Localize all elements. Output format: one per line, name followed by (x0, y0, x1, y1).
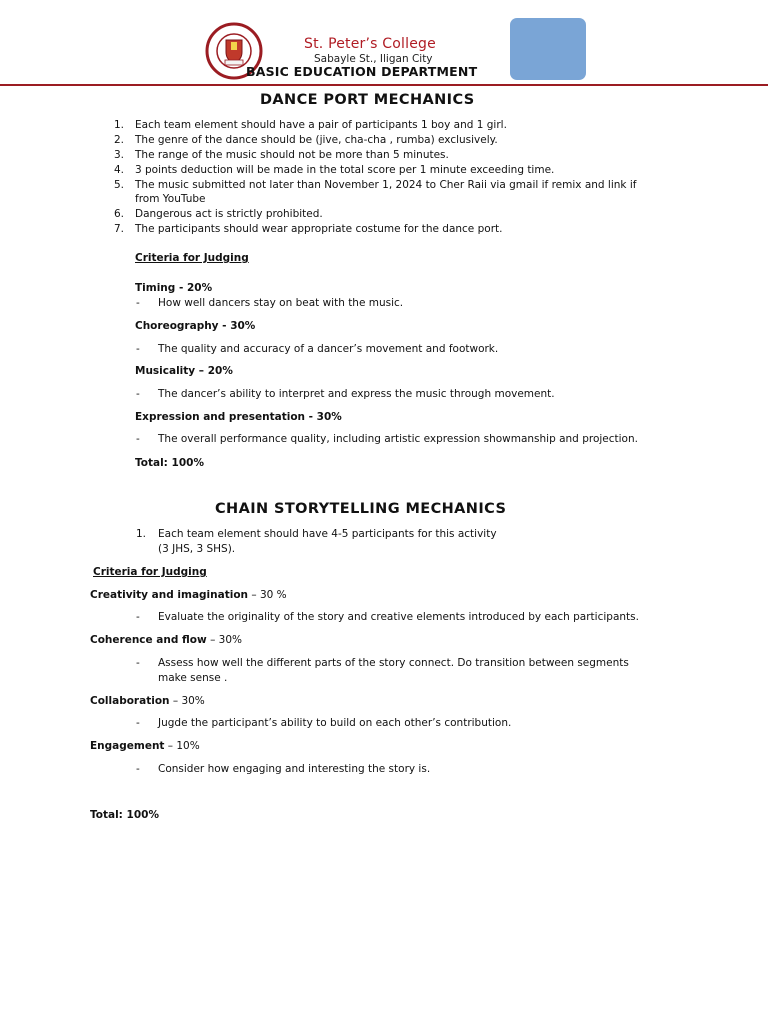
rule-number: 7. (114, 223, 125, 235)
dash-bullet: - (136, 763, 140, 775)
criterion-label: Coherence and flow (90, 634, 207, 646)
dance-title: DANCE PORT MECHANICS (260, 92, 475, 108)
college-name: St. Peter’s College (304, 36, 436, 52)
rule-text: The genre of the dance should be (jive, cha-cha , rumba) exclusively. (135, 134, 498, 146)
rule-text-continued: from YouTube (135, 193, 206, 205)
rule-text: Each team element should have 4-5 participants for this activity (158, 528, 497, 540)
rule-text: Each team element should have a pair of participants 1 boy and 1 girl. (135, 119, 507, 131)
criterion-percent: – 30 % (248, 589, 287, 601)
dash-bullet: - (136, 388, 140, 400)
rule-number: 1. (136, 528, 147, 540)
criterion-label: Collaboration (90, 695, 170, 707)
criterion-desc-continued: make sense . (158, 672, 228, 684)
dance-criteria-heading: Criteria for Judging (135, 252, 249, 264)
rule-text: Dangerous act is strictly prohibited. (135, 208, 323, 220)
chain-total: Total: 100% (90, 809, 159, 821)
header-divider (0, 84, 768, 86)
rule-number: 2. (114, 134, 125, 146)
criterion-desc: Assess how well the different parts of the story connect. Do transition between segments (158, 657, 629, 669)
rule-text: The range of the music should not be more than 5 minutes. (135, 149, 449, 161)
rule-text: The participants should wear appropriate costume for the dance port. (135, 223, 503, 235)
header-blue-box (510, 18, 586, 80)
criterion-label: Timing - 20% (135, 282, 213, 294)
criterion-label: Engagement (90, 740, 165, 752)
rule-text: 3 points deduction will be made in the total score per 1 minute exceeding time. (135, 164, 555, 176)
chain-criteria-heading: Criteria for Judging (93, 566, 207, 578)
criterion-row (90, 633, 242, 648)
dash-bullet: - (136, 433, 140, 445)
criterion-row (90, 694, 205, 709)
criterion-desc: Consider how engaging and interesting the story is. (158, 763, 431, 775)
dash-bullet: - (136, 343, 140, 355)
rule-number: 1. (114, 119, 125, 131)
criterion-percent: – 10% (164, 740, 200, 752)
rule-text-continued: (3 JHS, 3 SHS). (158, 543, 236, 555)
criterion-percent: – 30% (169, 695, 205, 707)
criterion-label: Choreography - 30% (135, 320, 256, 332)
criterion-desc: The dancer’s ability to interpret and express the music through movement. (158, 388, 555, 400)
college-address: Sabayle St., Iligan City (314, 53, 433, 65)
rule-text: The music submitted not later than November 1, 2024 to Cher Raii via gmail if remix and link if (135, 179, 637, 191)
dash-bullet: - (136, 611, 140, 623)
criterion-desc: Jugde the participant’s ability to build on each other’s contribution. (158, 717, 512, 729)
criterion-row (90, 739, 200, 754)
criterion-desc: The quality and accuracy of a dancer’s movement and footwork. (158, 343, 499, 355)
criterion-desc: How well dancers stay on beat with the music. (158, 297, 404, 309)
criterion-desc: Evaluate the originality of the story and creative elements introduced by each participants. (158, 611, 639, 623)
criterion-label: Creativity and imagination (90, 589, 249, 601)
criterion-percent: – 30% (206, 634, 242, 646)
criterion-row (90, 588, 287, 603)
dance-total: Total: 100% (135, 457, 204, 469)
rule-number: 4. (114, 164, 125, 176)
criterion-label: Musicality – 20% (135, 365, 233, 377)
dash-bullet: - (136, 297, 140, 309)
criterion-desc: The overall performance quality, including artistic expression showmanship and projection. (158, 433, 638, 445)
criterion-label: Expression and presentation - 30% (135, 411, 342, 423)
dash-bullet: - (136, 657, 140, 669)
rule-number: 5. (114, 179, 125, 191)
rule-number: 6. (114, 208, 125, 220)
dash-bullet: - (136, 717, 140, 729)
rule-number: 3. (114, 149, 125, 161)
department-name: BASIC EDUCATION DEPARTMENT (246, 64, 478, 79)
chain-title: CHAIN STORYTELLING MECHANICS (215, 501, 507, 517)
